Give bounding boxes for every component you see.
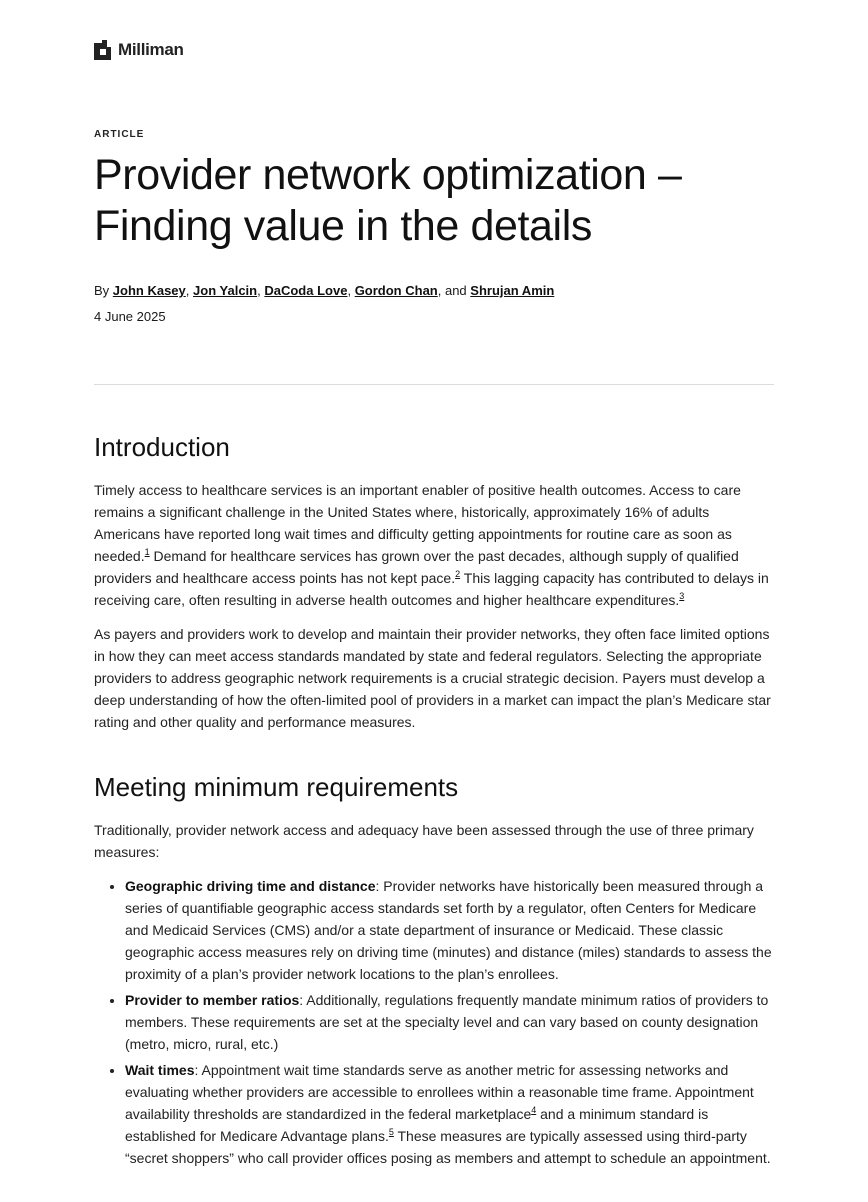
footnote-link-2[interactable]: 2 — [455, 569, 461, 580]
byline-prefix: By — [94, 283, 110, 298]
list-item-text: : Provider networks have historically been measured through a series of quantifiable geographic access standards set forth by a regulator, often Centers for Medicare and Medicaid Services (CMS) and/or a state department of insurance or Medicaid. These classic geographic access measures rely on driving time (minutes) and distance (miles) standards to assess the proximity of a plan’s provider network locations to the plan’s enrollees. — [125, 878, 772, 982]
footnote-link-1[interactable]: 1 — [144, 547, 150, 558]
byline-sep: , — [347, 283, 352, 298]
byline-sep: , — [185, 283, 190, 298]
list-item-text: : Appointment wait time standards serve as another metric for assessing networks and evaluating whether providers are accessible to enrollees within a reasonable time frame. Appointment availability thresholds are standardized in the federal marketplace — [125, 1062, 754, 1122]
intro-paragraph-1 — [94, 479, 774, 611]
list-item-text: : Additionally, regulations frequently mandate minimum ratios of providers to members. These requirements are set at the specialty level and can vary based on county designation (metro, micro, rural, etc.) — [125, 992, 769, 1052]
header-divider — [94, 384, 774, 385]
milliman-logo[interactable] — [94, 40, 184, 60]
intro-text-1: Timely access to healthcare services is an important enabler of positive health outcomes. Access to care remains a significant challenge in the United States where, historically, approximately 16% of adults Americans have reported long wait times and difficulty getting appointments for routine care as soon as needed. — [94, 482, 741, 564]
list-item — [125, 875, 774, 985]
author-link-kasey[interactable]: John Kasey — [112, 283, 186, 298]
publish-date: 4 June 2025 — [94, 309, 166, 324]
intro-text-2: Demand for healthcare services has grown over the past decades, although supply of qualified providers and healthcare access points has not kept pace. — [94, 548, 739, 586]
author-link-love[interactable]: DaCoda Love — [264, 283, 348, 298]
author-link-amin[interactable]: Shrujan Amin — [470, 283, 555, 298]
author-link-chan[interactable]: Gordon Chan — [354, 283, 438, 298]
byline-sep: , — [257, 283, 261, 298]
measures-list — [94, 875, 774, 1169]
list-item — [125, 1059, 774, 1169]
title-line-1: Provider network optimization – — [94, 151, 682, 199]
list-item-text: These measures are typically assessed using third-party “secret shoppers” who call provider offices posing as members and attempt to schedule an appointment. — [125, 1128, 771, 1166]
brand-name: Milliman — [118, 40, 184, 59]
intro-text-3: This lagging capacity has contributed to delays in receiving care, often resulting in adverse health outcomes and higher healthcare expenditures. — [94, 570, 769, 608]
title-line-2: Finding value in the details — [94, 202, 592, 250]
page-title — [94, 150, 774, 252]
footnote-link-3[interactable]: 3 — [679, 591, 685, 602]
list-item-term: Geographic driving time and distance — [125, 878, 376, 894]
intro-paragraph-2: As payers and providers work to develop and maintain their provider networks, they often face limited options in how they can meet access standards mandated by state and federal regulators. Selecting the appropriate providers to address geographic network requirements is a crucial strategic decision. Payers must develop a deep understanding of how the often-limited pool of providers in a market can impact the plan’s Medicare star rating and other quality and performance measures. — [94, 626, 771, 730]
article-content — [94, 128, 774, 1173]
article-eyebrow: ARTICLE — [94, 129, 145, 140]
milliman-logo-icon — [94, 40, 114, 60]
footnote-link-5[interactable]: 5 — [388, 1127, 394, 1138]
footnote-link-4[interactable]: 4 — [531, 1105, 537, 1116]
list-item-text: and a minimum standard is established for Medicare Advantage plans. — [125, 1106, 709, 1144]
list-item-term: Provider to member ratios — [125, 992, 300, 1008]
author-link-yalcin[interactable]: Jon Yalcin — [193, 283, 258, 298]
section-heading-requirements: Meeting minimum requirements — [94, 772, 459, 802]
list-item — [125, 989, 774, 1055]
requirements-lead: Traditionally, provider network access and adequacy have been assessed through the use of three primary measures: — [94, 822, 754, 860]
section-heading-introduction: Introduction — [94, 432, 230, 462]
byline-and: , and — [437, 283, 467, 298]
list-item-term: Wait times — [125, 1062, 195, 1078]
byline — [94, 281, 774, 301]
